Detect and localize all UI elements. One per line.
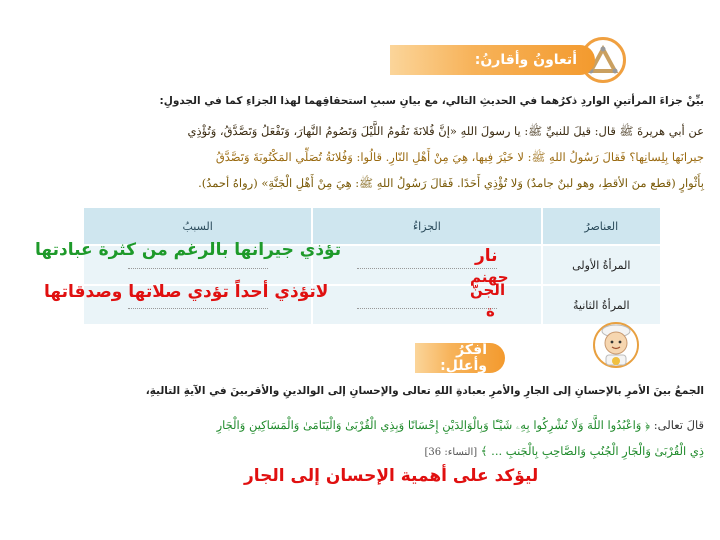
hadith-text	[14, 118, 704, 196]
section-think-explain-title: أفكرُ وأعلل:	[415, 343, 505, 373]
quran-lead: قالَ تعالى:	[653, 418, 704, 432]
quran-verse-part-2: ذِي الْقُرْبَىٰ وَالْجَارِ الْجُنُبِ وَالصَّاحِبِ بِالْجَنبِ ... ﴾	[480, 444, 704, 458]
answer-reason-1: تؤذي جيرانها بالرغم من كثرة عبادتها	[35, 240, 342, 260]
quran-line-1	[14, 412, 704, 438]
row2-reward-field[interactable]	[312, 285, 541, 325]
answer-reward-1: نار	[475, 246, 498, 266]
thinking-boy-icon	[588, 315, 644, 371]
answer-reward-2b: ة	[486, 302, 495, 320]
section1-instruction: بيِّنْ جزاءَ المرأتينِ الواردِ ذكرُهما في الحديثِ التالي، مع بيانِ سببِ استحقاقِهما لهذا الجزاءِ كما في الجدولِ:	[159, 95, 704, 107]
row1-element: المرأةُ الأولى	[542, 245, 661, 285]
section-cooperate-compare-title: أتعاونُ وأقارنُ:	[390, 45, 595, 75]
hadith-line-2: جيرانَها بِلِسانِها؟ فَقالَ رَسُولُ اللهِ ﷺ: لا خَيْرَ فِيها، هِيَ مِنْ أَهْلِ النّارِ. قالُوا: وَفُلانَةُ تُصَلِّي المَكْتُوبَةَ وَتَصَّدَّقُ	[215, 150, 704, 164]
answer-reason-2: لاتؤذي أحداً تؤدي صلاتها وصدقاتها	[44, 282, 329, 302]
quran-verse-part-1: ﴿ وَاعْبُدُوا اللَّهَ وَلَا تُشْرِكُوا بِهِۦ شَيْـًٔا وَبِالْوَالِدَيْنِ إِحْسَانًا وَبِذِي الْقُرْبَىٰ وَالْيَتَامَىٰ وَالْمَسَاكِينِ وَالْجَارِ	[216, 418, 651, 432]
hadith-line-3: بِأَثْوارٍ (قطع منَ الأقطِ، وهو لبنٌ جامدٌ) وَلا تُؤْذِي أَحَدًا. فَقالَ رَسُولُ اللهِ ﷺ: هِيَ مِنْ أَهْلِ الْجَنَّةِ» (رواهُ أحمدُ).	[198, 176, 704, 190]
answer-reward-2: الجنّ	[470, 281, 506, 299]
quran-verse-block	[14, 412, 704, 466]
section2-instruction: الجمعُ بينَ الأمرِ بالإحسانِ إلى الجارِ والأمرِ بعبادةِ اللهِ تعالى والإحسانِ إلى الوالدينِ والأقربينَ في الآيةِ التاليةِ،	[145, 385, 704, 397]
quran-line-2	[14, 438, 704, 466]
comparison-table	[82, 206, 662, 326]
answer-reward-1b: جهنم	[470, 268, 509, 286]
hadith-line-1: عن أبي هريرةَ ﷺ قال: قيلَ للنبيِّ ﷺ: يا رسولَ اللهِ «إنَّ فُلانَةَ تَقُومُ اللَّيْلَ وَتَصُومُ النَّهارَ، وَتَفْعَلُ وَتَصَّدَّقُ، وَتُؤْذِي	[187, 124, 704, 138]
header-reason: السببُ	[83, 207, 312, 245]
header-elements: العناصرُ	[542, 207, 661, 245]
quran-reference: [النساء: 36]	[424, 447, 478, 458]
answer-verse-note: ليؤكد على أهمية الإحسان إلى الجار	[244, 466, 539, 486]
row2-element: المرأةُ الثانيةُ	[542, 285, 661, 325]
header-reward: الجزاءُ	[312, 207, 541, 245]
